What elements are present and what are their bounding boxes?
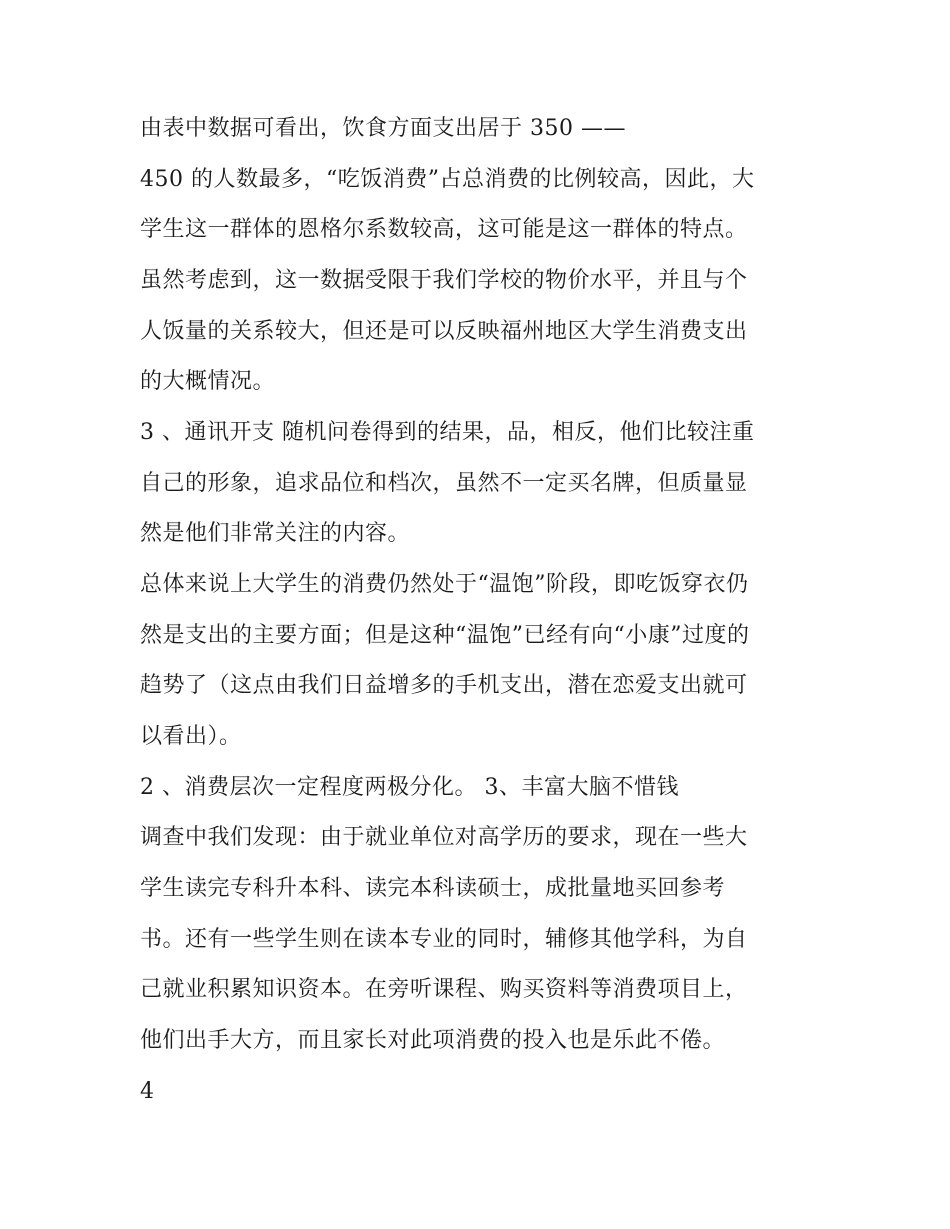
- text-line: 人饭量的关系较大，但还是可以反映福州地区大学生消费支出: [140, 319, 748, 344]
- text-line: 学生读完专科升本科、读完本科读硕士，成批量地买回参考: [140, 876, 726, 901]
- text-line: 虽然考虑到，这一数据受限于我们学校的物价水平，并且与个: [140, 268, 748, 293]
- text-line: 的大概情况。: [140, 369, 276, 394]
- text-line: 然是他们非常关注的内容。: [140, 521, 411, 546]
- text-line: 3 、通讯开支 随机问卷得到的结果，品，相反，他们比较注重: [140, 420, 755, 445]
- text-line: 他们出手大方，而且家长对此项消费的投入也是乐此不倦。: [140, 1028, 726, 1053]
- text-line: 450 的人数最多，“吃饭消费”占总消费的比例较高，因此，大: [140, 167, 755, 192]
- text-line: 趋势了（这点由我们日益增多的手机支出，潜在恋爱支出就可: [140, 673, 748, 698]
- page-number: 4: [140, 1079, 155, 1104]
- text-line: 由表中数据可看出，饮食方面支出居于 350 ——: [140, 116, 626, 141]
- text-line: 书。还有一些学生则在读本专业的同时，辅修其他学科，为自: [140, 927, 748, 952]
- text-line: 2 、消费层次一定程度两极分化。 3、丰富大脑不惜钱: [140, 775, 679, 800]
- text-line: 然是支出的主要方面；但是这种“温饱”已经有向“小康”过度的: [140, 623, 750, 648]
- text-line: 以看出）。: [140, 724, 242, 749]
- text-line: 己就业积累知识资本。在旁听课程、购买资料等消费项目上，: [140, 977, 748, 1002]
- text-line: 学生这一群体的恩格尔系数较高，这可能是这一群体的特点。: [140, 217, 748, 242]
- text-line: 自己的形象，追求品位和档次，虽然不一定买名牌，但质量显: [140, 471, 748, 496]
- text-line: 总体来说上大学生的消费仍然处于“温饱”阶段，即吃饭穿衣仍: [140, 572, 749, 597]
- text-line: 调查中我们发现：由于就业单位对高学历的要求，现在一些大: [140, 825, 748, 850]
